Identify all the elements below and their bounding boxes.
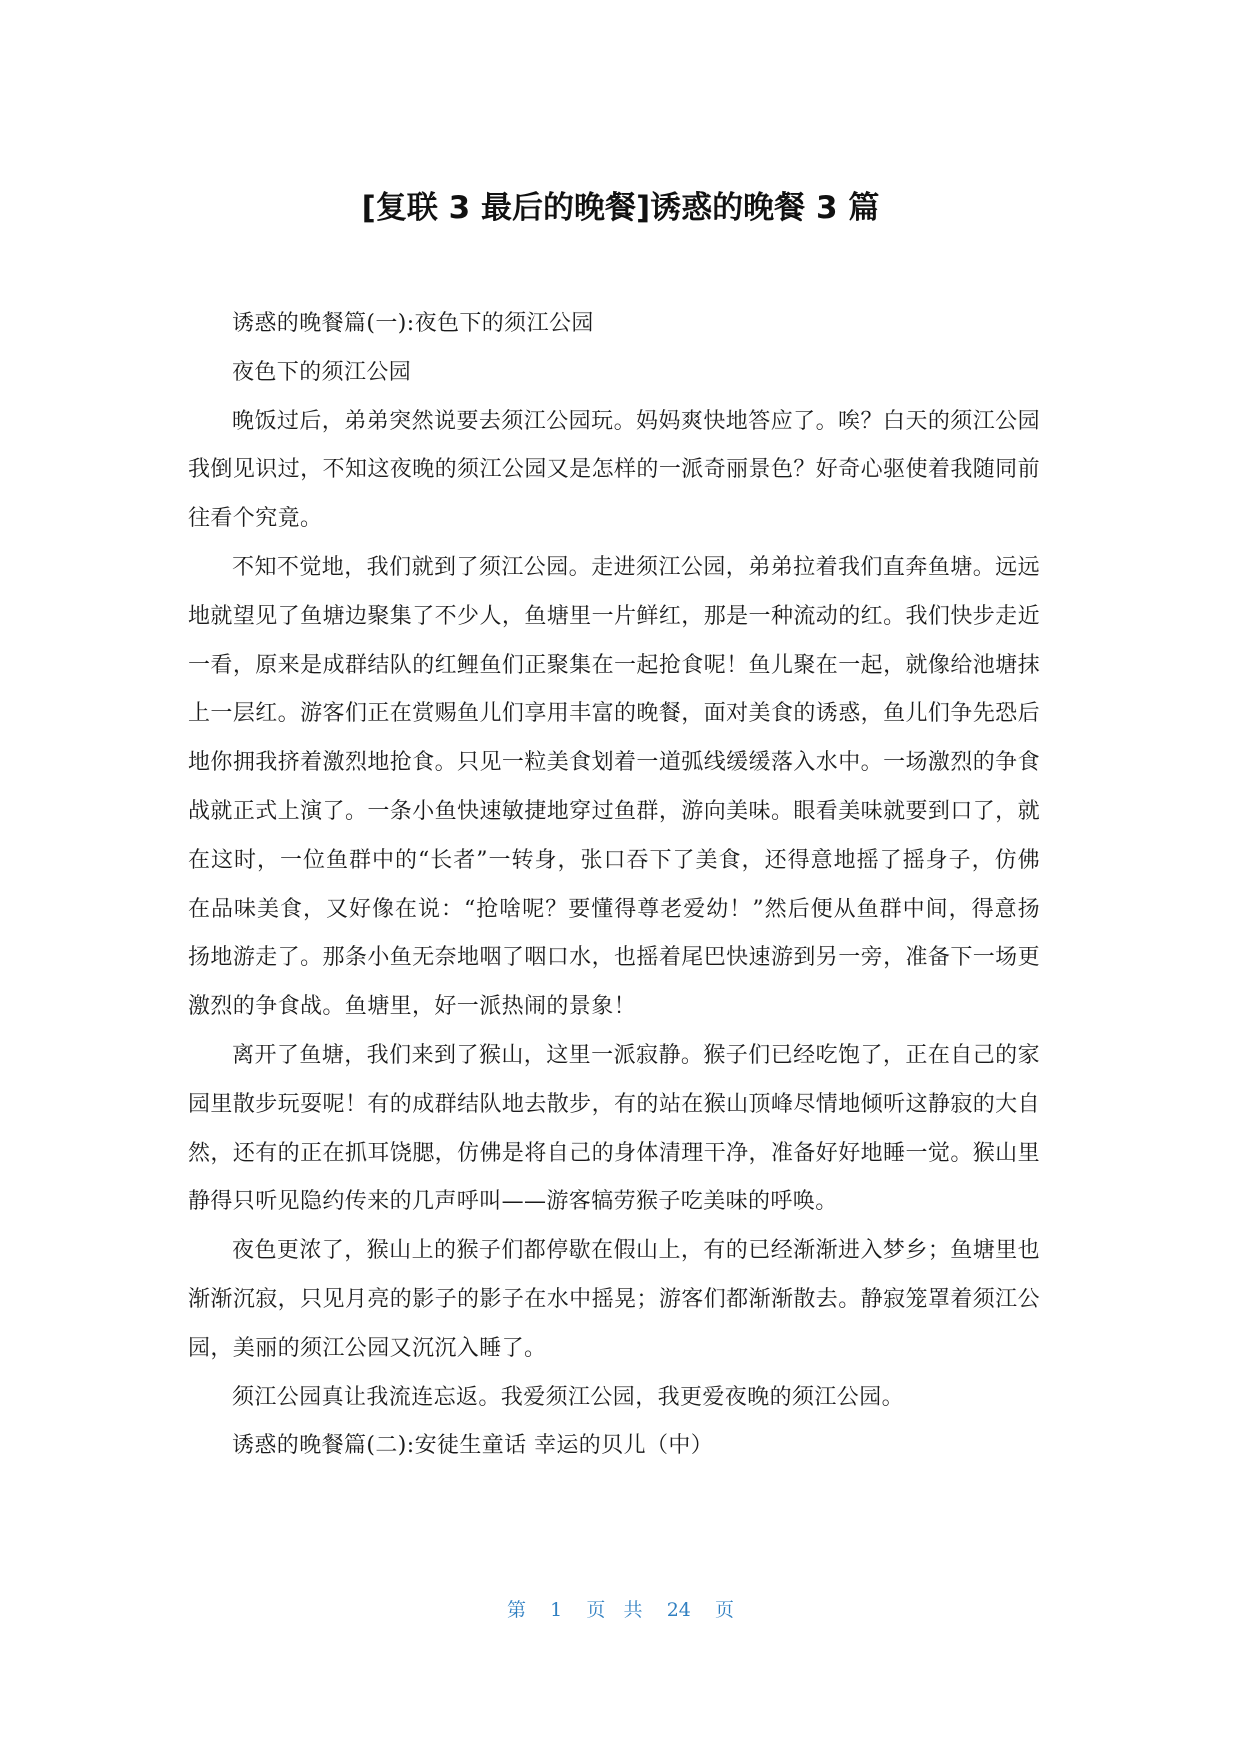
page-middle: 页 共 <box>586 1599 643 1621</box>
page-suffix: 页 <box>715 1599 735 1621</box>
body-paragraph: 须江公园真让我流连忘返。我爱须江公园，我更爱夜晚的须江公园。 <box>232 1384 905 1410</box>
body-paragraph: 不知不觉地，我们就到了须江公园。走进须江公园，弟弟拉着我们直奔鱼塘。远远地就望见了鱼塘边聚集了不少人，鱼塘里一片鲜红，那是一种流动的红。我们快步走近一看，原来是成群结队的红鲤鱼们正聚集在一起抢食呢！鱼儿聚在一起，就像给池塘抹上一层红。游客们正在赏赐鱼儿们享用丰富的晚餐，面对美食的诱惑，鱼儿们争先恐后地你拥我挤着激烈地抢食。只见一粒美食划着一道弧线缓缓落入水中。一场激烈的争食战就正式上演了。一条小鱼快速敏捷地穿过鱼群，游向美味。眼看美味就要到口了，就在这时，一位鱼群中的“长者”一转身，张口吞下了美食，还得意地摇了摇身子，仿佛在品味美食，又好像在说：“抢啥呢？要懂得尊老爱幼！”然后便从鱼群中间，得意扬扬地游走了。那条小鱼无奈地咽了咽口水，也摇着尾巴快速游到另一旁，准备下一场更激烈的争食战。鱼塘里，好一派热闹的景象！ <box>188 554 1040 1020</box>
body-paragraph: 夜色更浓了，猴山上的猴子们都停歇在假山上，有的已经渐渐进入梦乡；鱼塘里也渐渐沉寂，只见月亮的影子的影子在水中摇晃；游客们都渐渐散去。静寂笼罩着须江公园，美丽的须江公园又沉沉入睡了。 <box>188 1238 1040 1361</box>
document-title: [复联 3 最后的晚餐]诱惑的晚餐 3 篇 <box>361 190 880 226</box>
section-heading-2: 诱惑的晚餐篇(二):安徒生童话 幸运的贝儿（中） <box>232 1433 714 1459</box>
body-paragraph: 晚饭过后，弟弟突然说要去须江公园玩。妈妈爽快地答应了。唉？白天的须江公园我倒见识过，不知这夜晚的须江公园又是怎样的一派奇丽景色？好奇心驱使着我随同前往看个究竟。 <box>188 408 1040 532</box>
page-total: 24 <box>666 1599 691 1621</box>
body-paragraph: 离开了鱼塘，我们来到了猴山，这里一派寂静。猴子们已经吃饱了，正在自己的家园里散步玩耍呢！有的成群结队地去散步，有的站在猴山顶峰尽情地倾听这静寂的大自然，还有的正在抓耳饶腮，仿佛是将自己的身体清理干净，准备好好地睡一觉。猴山里静得只听见隐约传来的几声呼叫——游客犒劳猴子吃美味的呼唤。 <box>188 1042 1040 1215</box>
document-body <box>188 300 1040 1471</box>
section-heading-1: 诱惑的晚餐篇(一):夜色下的须江公园 <box>232 311 594 336</box>
page-number: 1 <box>550 1599 563 1621</box>
page-prefix: 第 <box>506 1599 526 1621</box>
page-footer <box>0 1596 1241 1624</box>
essay-title: 夜色下的须江公园 <box>232 359 412 385</box>
